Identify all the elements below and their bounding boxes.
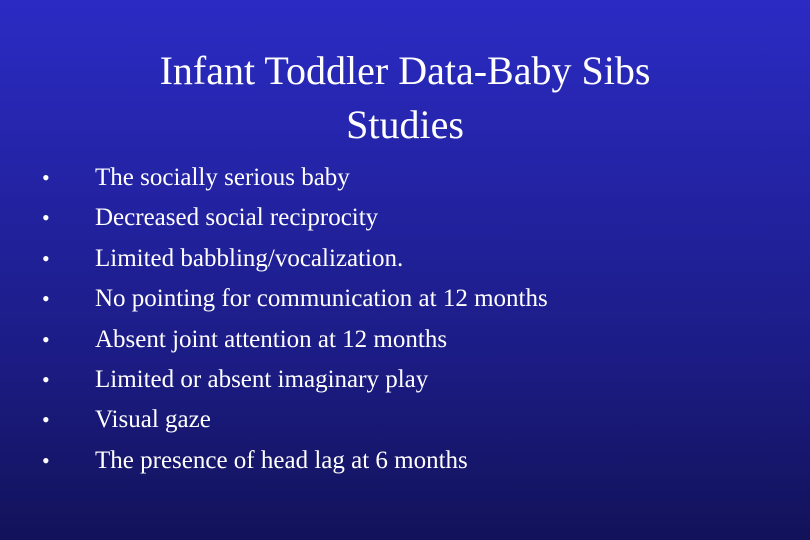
bullet-item <box>42 239 782 279</box>
bullet-text: Limited or absent imaginary play <box>95 365 429 393</box>
bullet-marker: • <box>42 286 50 312</box>
bullet-text: Absent joint attention at 12 months <box>95 325 448 353</box>
bullet-text: The presence of head lag at 6 months <box>95 446 468 474</box>
bullet-marker: • <box>42 366 50 392</box>
bullet-item <box>42 158 782 198</box>
bullet-marker: • <box>42 326 50 352</box>
slide-title-line-1: Infant Toddler Data-Baby Sibs <box>159 48 651 93</box>
bullet-marker: • <box>42 245 50 271</box>
slide-title-line-2: Studies <box>346 102 464 147</box>
bullet-text: Decreased social reciprocity <box>95 204 379 232</box>
bullet-text: No pointing for communication at 12 months <box>95 285 548 313</box>
bullet-list <box>42 158 782 481</box>
bullet-marker: • <box>42 165 50 190</box>
bullet-item <box>42 198 782 238</box>
bullet-item <box>42 279 782 319</box>
bullet-marker: • <box>42 407 50 433</box>
bullet-item <box>42 400 782 440</box>
bullet-item <box>42 360 782 400</box>
bullet-marker: • <box>42 447 50 473</box>
bullet-item <box>42 320 782 360</box>
bullet-marker: • <box>42 205 50 231</box>
bullet-item <box>42 441 782 481</box>
slide-title <box>40 44 770 152</box>
bullet-text: The socially serious baby <box>95 164 350 191</box>
bullet-text: Visual gaze <box>95 406 211 434</box>
bullet-text: Limited babbling/vocalization. <box>95 244 404 272</box>
